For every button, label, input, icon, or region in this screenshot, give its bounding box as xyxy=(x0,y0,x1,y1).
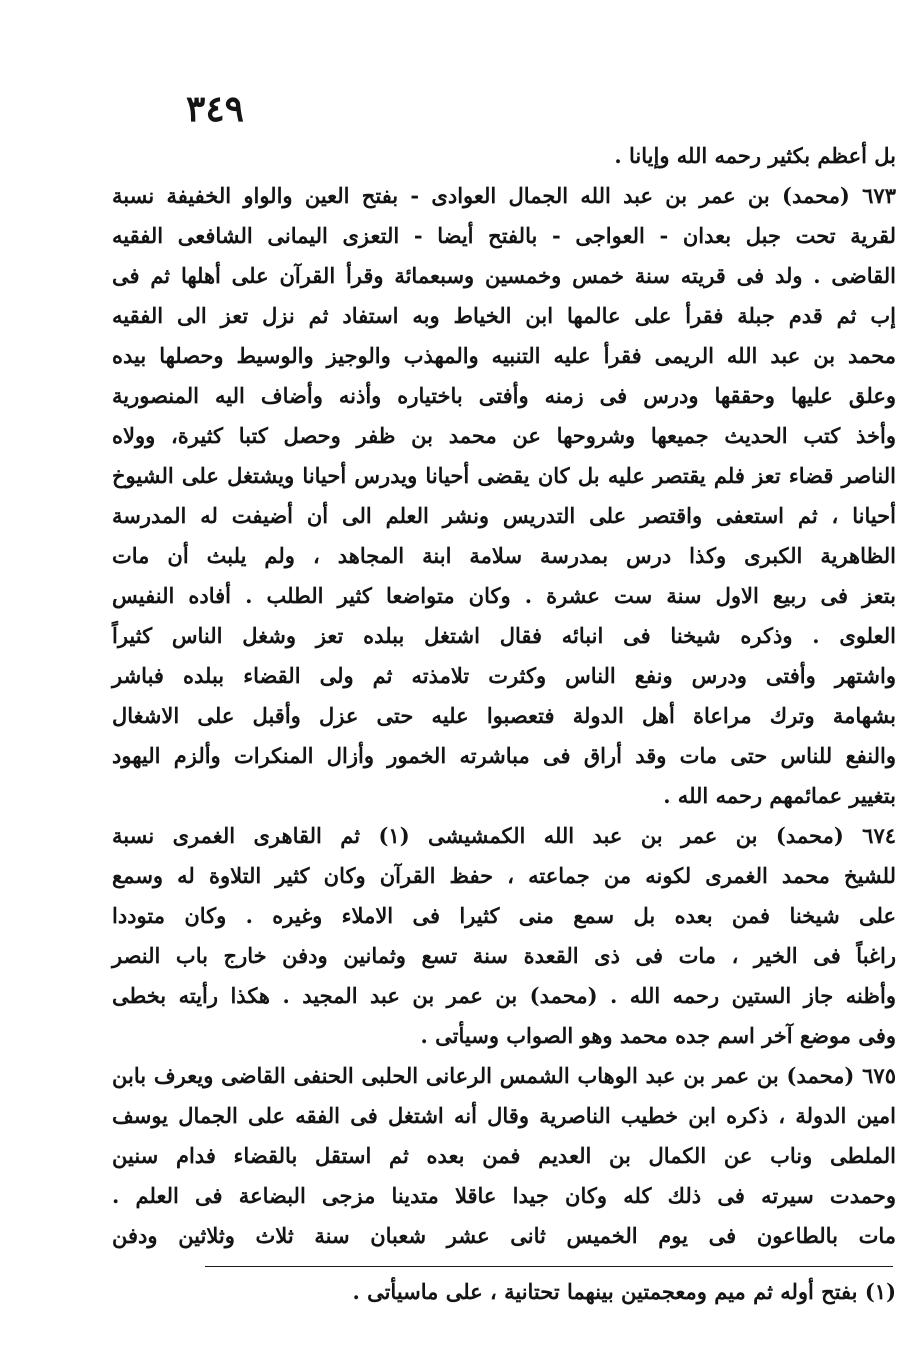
text-line: وحمدت سيرته فى ذلك كله وكان جيدا عاقلا متدينا مزجى البضاعة فى العلم . xyxy=(112,1183,896,1208)
text-line: واشتهر وأفتى ودرس ونفع الناس وكثرت تلامذته ثم ولى القضاء ببلده فباشر xyxy=(112,663,896,688)
text-line: محمد بن عبد الله الريمى فقرأ عليه التنبيه والمهذب والوجيز والوسيط وحصلها بيده xyxy=(112,343,896,368)
text-line: وعلق عليها وحققها ودرس فى زمنه وأفتى باختياره وأذنه وأضاف اليه المنصورية xyxy=(112,383,896,408)
page-number: ٣٤٩ xyxy=(186,88,245,130)
text-line: القاضى . ولد فى قريته سنة خمس وخمسين وسبعمائة وقرأ القرآن على أهلها ثم فى xyxy=(112,263,896,288)
footnote: (١) بفتح أوله ثم ميم ومعجمتين بينهما تحتانية ، على ماسيأتى . xyxy=(352,1279,896,1304)
text-line: امين الدولة ، ذكره ابن خطيب الناصرية وقال أنه اشتغل فى الفقه على الجمال يوسف xyxy=(112,1103,896,1128)
text-line: بشهامة وترك مراعاة أهل الدولة فتعصبوا عليه حتى عزل وأقبل على الاشغال xyxy=(112,703,896,728)
text-line: راغباً فى الخير ، مات فى ذى القعدة سنة تسع وثمانين ودفن خارج باب النصر xyxy=(112,943,896,968)
text-line: لقرية تحت جبل بعدان - العواجى - بالفتح أيضا - التعزى اليمانى الشافعى الفقيه xyxy=(112,223,896,248)
text-line: الظاهرية الكبرى وكذا درس بمدرسة سلامة ابنة المجاهد ، ولم يلبث أن مات xyxy=(112,543,896,568)
text-line: وأظنه جاز الستين رحمه الله . (محمد) بن عمر بن عبد المجيد . هكذا رأيته بخطى xyxy=(112,983,896,1008)
text-line: وأخذ كتب الحديث جميعها وشروحها عن محمد بن ظفر وحصل كتبا كثيرة، وولاه xyxy=(112,423,896,448)
text-line: على شيخنا فمن بعده بل سمع منى كثيرا فى الاملاء وغيره . وكان متوددا xyxy=(112,903,896,928)
text-line: للشيخ محمد الغمرى لكونه من جماعته ، حفظ القرآن وكان كثير التلاوة له وسمع xyxy=(112,863,896,888)
text-line: ٦٧٥ (محمد) بن عمر بن عبد الوهاب الشمس الرعانى الحلبى الحنفى القاضى ويعرف بابن xyxy=(112,1063,896,1088)
text-line: أحيانا ، ثم استعفى واقتصر على التدريس ونشر العلم الى أن أضيفت له المدرسة xyxy=(112,503,896,528)
footnote-divider xyxy=(205,1266,893,1267)
text-line: وفى موضع آخر اسم جده محمد وهو الصواب وسيأتى . xyxy=(420,1023,896,1048)
text-line: بتعز فى ربيع الاول سنة ست عشرة . وكان متواضعا كثير الطلب . أفاده النفيس xyxy=(112,583,896,608)
text-line: ٦٧٤ (محمد) بن عمر بن عبد الله الكمشيشى (١) ثم القاهرى الغمرى نسبة xyxy=(112,823,897,848)
text-line: الملطى وناب عن الكمال بن العديم فمن بعده ثم استقل بالقضاء فدام سنين xyxy=(112,1143,896,1168)
text-line: العلوى . وذكره شيخنا فى انبائه فقال اشتغل ببلده تعز وشغل الناس كثيراً xyxy=(112,623,896,648)
text-line: بل أعظم بكثير رحمه الله وإيانا . xyxy=(614,143,896,168)
text-line: والنفع للناس حتى مات وقد أراق فى مباشرته الخمور وأزال المنكرات وألزم اليهود xyxy=(112,743,896,768)
text-line: إب ثم قدم جبلة فقرأ على عالمها ابن الخياط وبه استفاد ثم نزل تعز الى الفقيه xyxy=(112,303,896,328)
text-line: الناصر قضاء تعز فلم يقتصر عليه بل كان يقضى أحيانا ويدرس أحيانا ويشتغل على الشيوخ xyxy=(112,463,896,488)
text-line: ٦٧٣ (محمد) بن عمر بن عبد الله الجمال العوادى - بفتح العين والواو الخفيفة نسبة xyxy=(112,183,896,208)
text-line: بتغيير عمائمهم رحمه الله . xyxy=(663,783,896,808)
text-line: مات بالطاعون فى يوم الخميس ثانى عشر شعبان سنة ثلاث وثلاثين ودفن xyxy=(112,1223,896,1248)
